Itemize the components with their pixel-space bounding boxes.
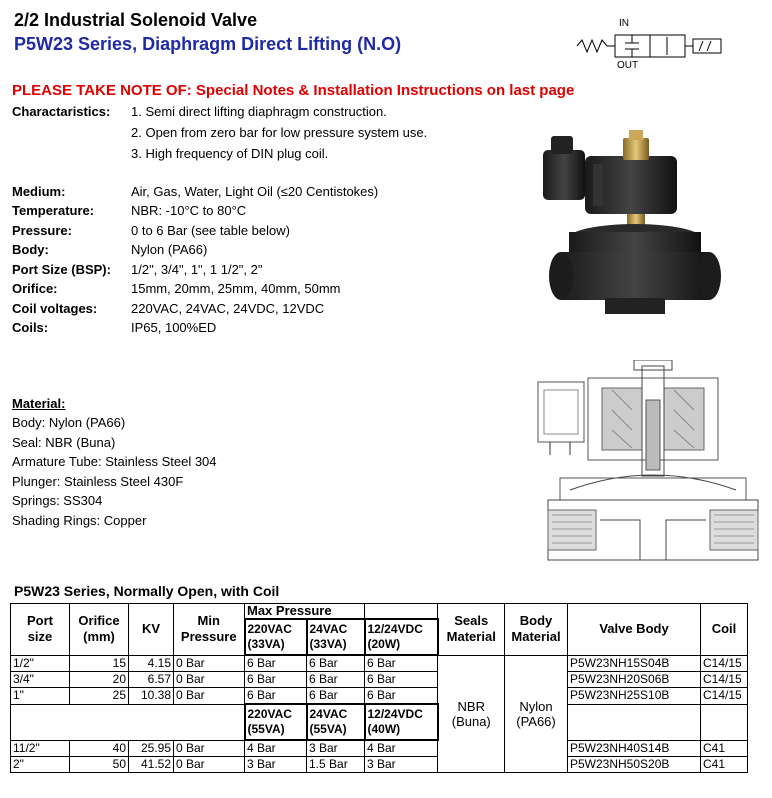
table-row	[11, 672, 748, 688]
spec-label-temperature: Temperature:	[12, 203, 95, 218]
characteristic-item: 2. Open from zero bar for low pressure system use.	[131, 125, 428, 140]
cell-p3: 4 Bar	[365, 740, 438, 757]
cell-coil: C41	[701, 757, 748, 773]
table-row	[11, 757, 748, 773]
characteristic-item: 3. High frequency of DIN plug coil.	[131, 146, 329, 161]
spec-label-coil-voltages: Coil voltages:	[12, 301, 98, 316]
voltage-220vac-33va: 220VAC (33VA)	[245, 619, 307, 655]
table-row	[11, 740, 748, 757]
cell-kv: 41.52	[129, 757, 174, 773]
page-subtitle: P5W23 Series, Diaphragm Direct Lifting (N.O)	[14, 34, 402, 54]
material-item: Plunger: Stainless Steel 430F	[12, 474, 184, 489]
cell-min: 0 Bar	[174, 655, 245, 672]
spec-value-coils: IP65, 100%ED	[131, 320, 217, 335]
voltage-220vac-55va: 220VAC (55VA)	[245, 704, 307, 740]
cell-kv: 4.15	[129, 655, 174, 672]
cell-min: 0 Bar	[174, 672, 245, 688]
header-orifice: Orifice (mm)	[70, 604, 129, 656]
header-max-pressure: Max Pressure	[245, 604, 365, 620]
cell-p1: 6 Bar	[245, 688, 307, 705]
characteristic-item: 1. Semi direct lifting diaphragm construction.	[131, 104, 387, 119]
cell-port: 11/2"	[11, 740, 70, 757]
spec-value-coil-voltages: 220VAC, 24VAC, 24VDC, 12VDC	[131, 301, 325, 316]
cell-valve-body: P5W23NH25S10B	[568, 688, 701, 705]
header-seals-material: Seals Material	[438, 604, 505, 656]
solenoid-valve-photo	[535, 128, 735, 323]
symbol-out-label: OUT	[617, 60, 639, 71]
table-title: P5W23 Series, Normally Open, with Coil	[14, 583, 280, 599]
cell-p1: 6 Bar	[245, 655, 307, 672]
table-row	[11, 688, 748, 705]
material-item: Springs: SS304	[12, 493, 103, 508]
voltage-24vac-33va: 24VAC (33VA)	[307, 619, 365, 655]
header-min-pressure: Min Pressure	[174, 604, 245, 656]
spec-label-body: Body:	[12, 242, 49, 257]
cell-p3: 3 Bar	[365, 757, 438, 773]
valve-cross-section-drawing	[530, 360, 760, 575]
header-coil: Coil	[701, 604, 748, 656]
spec-value-temperature: NBR: -10°C to 80°C	[131, 203, 247, 218]
spec-value-port-size: 1/2", 3/4", 1", 1 1/2", 2"	[131, 262, 263, 277]
spec-value-body: Nylon (PA66)	[131, 242, 208, 257]
cell-orifice: 20	[70, 672, 129, 688]
cell-orifice: 15	[70, 655, 129, 672]
cell-p1: 3 Bar	[245, 757, 307, 773]
header-port-size: Port size	[11, 604, 70, 656]
characteristics-label: Charactaristics:	[12, 104, 111, 119]
cell-port: 1"	[11, 688, 70, 705]
cell-valve-body: P5W23NH20S06B	[568, 672, 701, 688]
cell-p2: 6 Bar	[307, 688, 365, 705]
cell-p1: 4 Bar	[245, 740, 307, 757]
page-title: 2/2 Industrial Solenoid Valve	[14, 10, 258, 30]
cell-port: 2"	[11, 757, 70, 773]
spec-label-medium: Medium:	[12, 184, 66, 199]
cell-p2: 3 Bar	[307, 740, 365, 757]
cell-valve-body: P5W23NH40S14B	[568, 740, 701, 757]
spec-label-coils: Coils:	[12, 320, 49, 335]
table-row	[11, 655, 748, 672]
cell-coil: C14/15	[701, 655, 748, 672]
material-item: Armature Tube: Stainless Steel 304	[12, 454, 217, 469]
cell-orifice: 25	[70, 688, 129, 705]
spec-value-medium: Air, Gas, Water, Light Oil (≤20 Centistokes)	[131, 184, 379, 199]
cell-p3: 6 Bar	[365, 672, 438, 688]
spec-label-orifice: Orifice:	[12, 281, 58, 296]
voltage-12-24vdc-40w: 12/24VDC (40W)	[365, 704, 438, 740]
spec-value-pressure: 0 to 6 Bar (see table below)	[131, 223, 290, 238]
cell-p3: 6 Bar	[365, 688, 438, 705]
cell-port: 3/4"	[11, 672, 70, 688]
table-header-row	[11, 604, 748, 620]
cell-min: 0 Bar	[174, 757, 245, 773]
cell-coil: C14/15	[701, 688, 748, 705]
cell-body-material: Nylon (PA66)	[505, 655, 568, 773]
material-heading: Material:	[12, 396, 66, 411]
voltage-12-24vdc-20w: 12/24VDC (20W)	[365, 619, 438, 655]
cell-p1: 6 Bar	[245, 672, 307, 688]
cell-kv: 25.95	[129, 740, 174, 757]
header-valve-body: Valve Body	[568, 604, 701, 656]
spec-label-port-size: Port Size (BSP):	[12, 262, 111, 277]
cell-port: 1/2"	[11, 655, 70, 672]
material-item: Body: Nylon (PA66)	[12, 415, 126, 430]
material-item: Shading Rings: Copper	[12, 513, 147, 528]
cell-p2: 6 Bar	[307, 672, 365, 688]
spec-value-orifice: 15mm, 20mm, 25mm, 40mm, 50mm	[131, 281, 341, 296]
cell-kv: 6.57	[129, 672, 174, 688]
cell-coil: C41	[701, 740, 748, 757]
cell-orifice: 40	[70, 740, 129, 757]
cell-seals-material: NBR (Buna)	[438, 655, 505, 773]
voltage-24vac-55va: 24VAC (55VA)	[307, 704, 365, 740]
material-item: Seal: NBR (Buna)	[12, 435, 116, 450]
spec-label-pressure: Pressure:	[12, 223, 72, 238]
cell-orifice: 50	[70, 757, 129, 773]
valve-spec-table	[10, 603, 748, 773]
cell-p2: 6 Bar	[307, 655, 365, 672]
cell-kv: 10.38	[129, 688, 174, 705]
cell-min: 0 Bar	[174, 740, 245, 757]
header-body-material: Body Material	[505, 604, 568, 656]
cell-p2: 1.5 Bar	[307, 757, 365, 773]
cell-min: 0 Bar	[174, 688, 245, 705]
header-kv: KV	[129, 604, 174, 656]
valve-schematic-icon	[575, 18, 725, 73]
installation-notice: PLEASE TAKE NOTE OF: Special Notes & Installation Instructions on last page	[12, 82, 575, 99]
cell-p3: 6 Bar	[365, 655, 438, 672]
cell-valve-body: P5W23NH50S20B	[568, 757, 701, 773]
symbol-in-label: IN	[619, 18, 629, 29]
cell-valve-body: P5W23NH15S04B	[568, 655, 701, 672]
cell-coil: C14/15	[701, 672, 748, 688]
